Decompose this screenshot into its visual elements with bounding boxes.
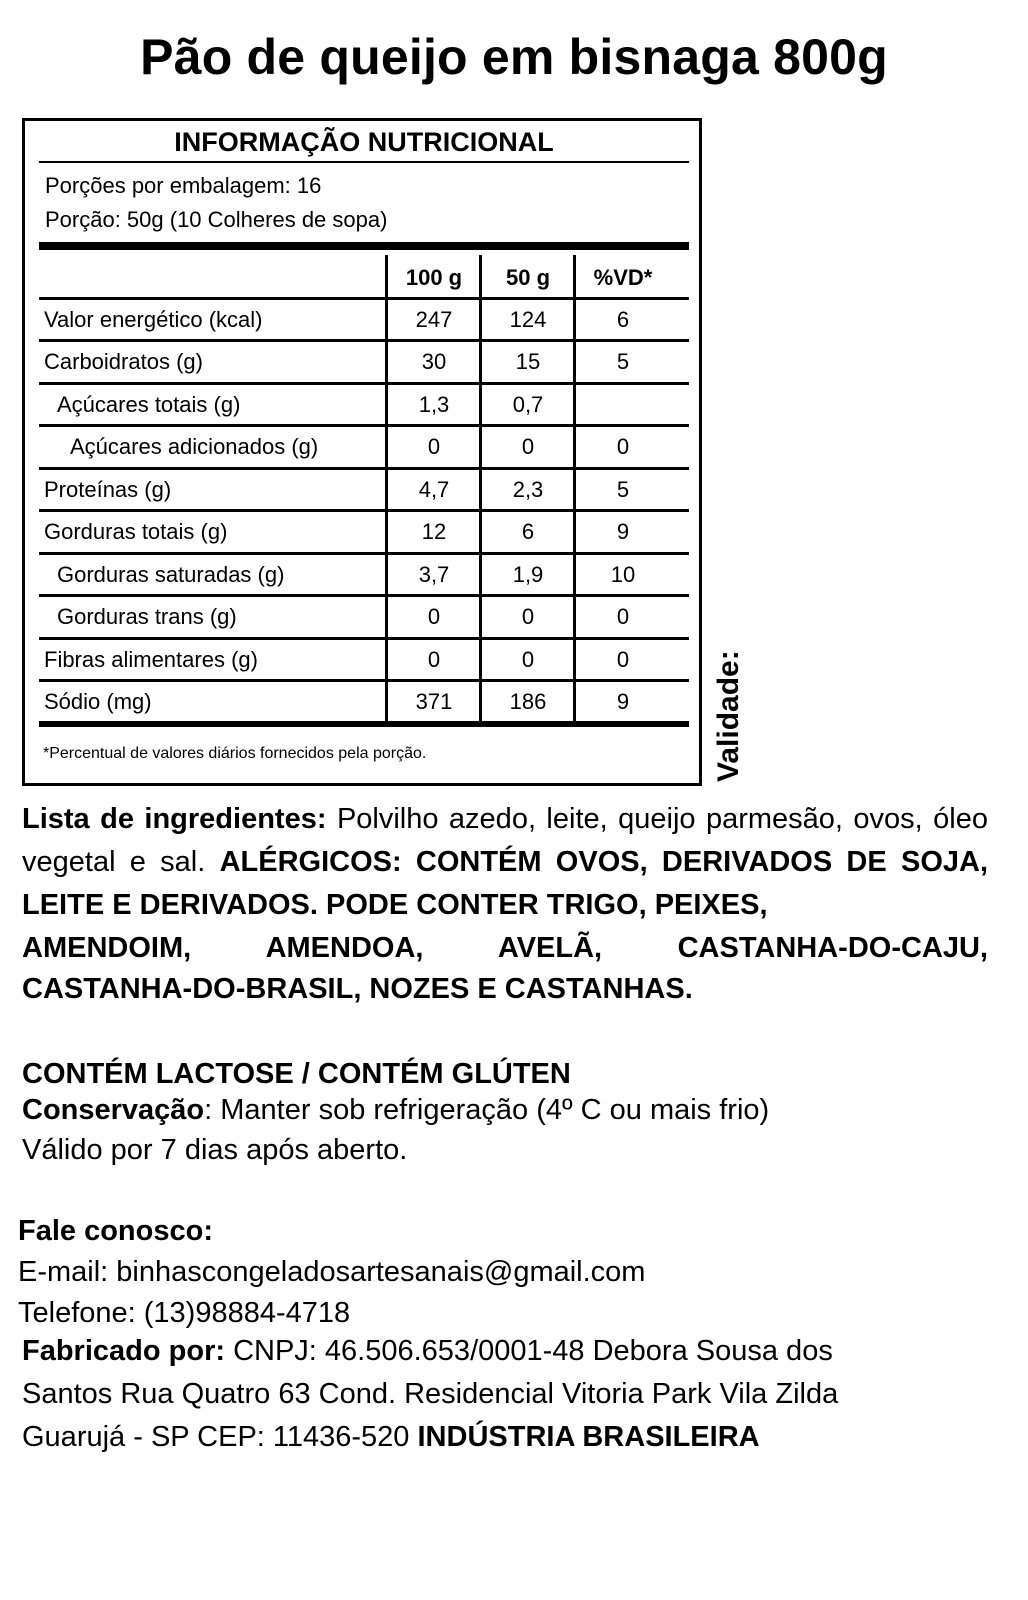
nutrient-value: 10 — [610, 561, 636, 587]
product-title: Pão de queijo em bisnaga 800g — [140, 29, 888, 85]
nutrient-value: 9 — [616, 519, 630, 544]
nutrition-facts-table — [22, 118, 702, 786]
manufacturer-text: CNPJ: 46.506.653/0001-48 Debora Sousa dos Santos Rua Quatro 63 Cond. Residencial Vitoria Park Vila Zilda Guarujá - SP CEP: 11436-520 — [22, 1335, 839, 1453]
nutrient-label: Açúcares adicionados (g) — [70, 434, 319, 459]
ingredients-label: Lista de ingredientes: — [22, 803, 327, 835]
footnote: *Percentual de valores diários fornecidos pela porção. — [43, 745, 427, 762]
nutrient-value: 186 — [509, 689, 547, 714]
nutrient-label: Gorduras totais (g) — [44, 519, 228, 544]
nutrient-value: 6 — [521, 519, 535, 544]
divider — [39, 161, 689, 163]
nutrient-value: 371 — [415, 689, 453, 714]
validity-label: Validade: — [712, 650, 745, 782]
nutrient-value: 0 — [616, 646, 630, 672]
nutrient-value: 1,9 — [512, 561, 544, 587]
validity-after-opening: Válido por 7 dias após aberto. — [22, 1134, 408, 1166]
nutrient-label: Açúcares totais (g) — [57, 391, 241, 417]
nutrient-value: 5 — [616, 476, 630, 502]
nutrient-value: 0 — [521, 434, 535, 459]
nutrient-label: Fibras alimentares (g) — [44, 646, 258, 672]
nutrient-value: 0 — [427, 646, 441, 672]
contact-phone: Telefone: (13)98884-4718 — [18, 1297, 351, 1329]
nutrient-value: 0 — [616, 604, 630, 629]
allergens-text: ALÉRGICOS: CONTÉM OVOS, DERIVADOS DE SOJA, LEITE E DERIVADOS. PODE CONTER TRIGO, PEIXES, — [22, 846, 989, 921]
allergens-line: CASTANHA-DO-BRASIL, NOZES E CASTANHAS. — [22, 973, 693, 1005]
allergens-line: AMENDOIM, AMENDOA, AVELÃ, CASTANHA-DO-CAJU, — [22, 932, 988, 964]
thick-divider — [39, 242, 689, 250]
ingredients-block — [22, 798, 988, 927]
nutrient-label: Gorduras saturadas (g) — [57, 561, 285, 587]
nutrient-value: 30 — [421, 349, 447, 374]
nutrient-value: 0 — [521, 604, 535, 629]
column-header: 50 g — [505, 265, 551, 290]
nutrient-label: Valor energético (kcal) — [44, 306, 263, 332]
servings-per-package: Porções por embalagem: 16 — [45, 173, 322, 198]
contains-lactose-gluten: CONTÉM LACTOSE / CONTÉM GLÚTEN — [22, 1058, 571, 1090]
nutrient-value: 2,3 — [512, 476, 544, 502]
nutrient-value: 0,7 — [512, 391, 544, 417]
nutrient-value: 0 — [427, 604, 441, 629]
nutrient-label: Gorduras trans (g) — [57, 604, 237, 629]
nutrient-value: 5 — [616, 349, 630, 374]
nutrient-value: 6 — [616, 306, 630, 332]
nutrient-value: 0 — [427, 434, 441, 459]
contact-email: E-mail: binhascongeladosartesanais@gmail.com — [18, 1256, 646, 1288]
conservation-line — [22, 1089, 769, 1132]
nutrient-value: 0 — [616, 434, 630, 459]
contact-label: Fale conosco: — [18, 1215, 213, 1247]
nutrient-value: 1,3 — [418, 391, 450, 417]
nutrient-value: 12 — [421, 519, 447, 544]
nutrient-label: Sódio (mg) — [44, 689, 152, 714]
nutrient-label: Proteínas (g) — [44, 476, 172, 502]
column-header: 100 g — [405, 265, 463, 290]
nutrient-value: 4,7 — [418, 476, 450, 502]
conservation-text: : Manter sob refrigeração (4º C ou mais frio) — [204, 1094, 770, 1126]
nutrient-value: 9 — [616, 689, 630, 714]
nutrient-value: 0 — [521, 646, 535, 672]
serving-size: Porção: 50g (10 Colheres de sopa) — [45, 207, 388, 232]
origin-text: INDÚSTRIA BRASILEIRA — [417, 1421, 760, 1453]
manufacturer-label: Fabricado por: — [22, 1335, 226, 1367]
nutrient-label: Carboidratos (g) — [44, 349, 203, 374]
nutrient-value: 3,7 — [418, 561, 450, 587]
table-bottom-divider — [39, 721, 689, 727]
manufacturer-block — [22, 1330, 922, 1459]
column-header: %VD* — [593, 265, 653, 290]
ingredients-text: Polvilho azedo, leite, queijo parmesão, ovos, óleo vegetal e sal. — [22, 803, 988, 878]
nutrient-value: 247 — [415, 306, 453, 332]
nutrient-value: 124 — [509, 306, 547, 332]
nutrient-value: 15 — [515, 349, 541, 374]
nutrient-value — [575, 383, 671, 427]
conservation-label: Conservação — [22, 1094, 205, 1126]
nutrition-heading: INFORMAÇÃO NUTRICIONAL — [174, 127, 554, 157]
